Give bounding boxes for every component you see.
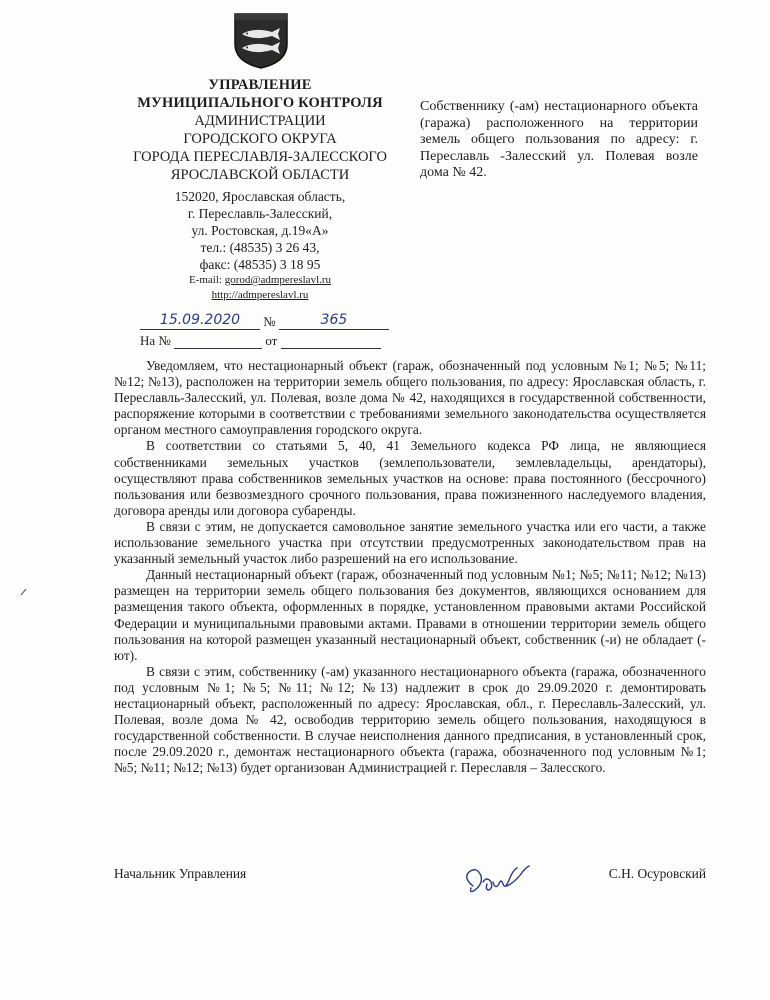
sender-line-2: МУНИЦИПАЛЬНОГО КОНТРОЛЯ	[137, 95, 383, 111]
registration-date: 15.09.2020	[140, 312, 260, 330]
registration-number: 365	[279, 312, 389, 330]
registration-number-label: №	[263, 314, 276, 329]
body-paragraph-4: Данный нестационарный объект (гараж, обозначенный под условным №1; №5; №11; №12; №13) размещен на территории земель общего пользования без документов, являющихся основанием для размещения такого объекта, оформленных в порядке, установленном правовыми актами Российской Федерации и муниципальными правовыми актами. Правами в отношении территории земель общего пользования на которой размещен указанный нестационарный объект, собственник (-и) не обладает (-ют).	[114, 567, 706, 663]
body-paragraph-1: Уведомляем, что нестационарный объект (гараж, обозначенный под условным №1; №5; №11; №12; №13), расположен на территории земель общего пользования, по адресу: Ярославская область, г. Переславль-Залесский, ул. Полевая, возле дома № 42, находящихся в государственной собственности, распоряжение которыми в соответствии с требованиями земельного законодательства осуществляется органом местного самоуправления городского округа.	[114, 358, 706, 438]
sender-line-1: УПРАВЛЕНИЕ	[208, 77, 312, 93]
reference-line	[140, 331, 381, 349]
sender-line-6: ЯРОСЛАВСКОЙ ОБЛАСТИ	[170, 167, 350, 183]
registration-line	[140, 312, 389, 330]
letter-body	[114, 358, 706, 776]
sender-line-3: АДМИНИСТРАЦИИ	[194, 113, 326, 129]
address-line-3: ул. Ростовская, д.19«А»	[191, 223, 329, 238]
email-link[interactable]: gorod@admpereslavl.ru	[224, 274, 332, 286]
recipient-block: Собственнику (-ам) нестационарного объекта (гаража) расположенного на территории земель общего пользования по адресу: г. Переславль -Залесский ул. Полевая возле дома № 42.	[420, 99, 698, 180]
email-label: E-mail:	[188, 274, 225, 286]
sender-address	[110, 188, 410, 303]
signer-title: Начальник Управления	[114, 866, 247, 881]
coat-of-arms-icon	[232, 10, 290, 70]
body-paragraph-5: В связи с этим, собственнику (-ам) указанного нестационарного объекта (гаража, обозначенного под условным №1; №5; №11; №12; №13) надлежит в срок до 29.09.2020 г. демонтировать нестационарный объект, расположенный по адресу: Ярославская, обл., г. Переславль-Залесский, ул. Полевая, возле дома № 42, освободив территорию земель общего пользования, находящуюся в государственной собственности. В случае неисполнения данного предписания, в установленный срок, после 29.09.2020 г., демонтаж нестационарного объекта (гаража, обозначенного под условным №1; №5; №11; №12; №13) будет организован Администрацией г. Переславля – Залесского.	[114, 663, 706, 776]
address-line-2: г. Переславль-Залесский,	[187, 206, 333, 221]
sender-line-4: ГОРОДСКОГО ОКРУГА	[183, 131, 337, 147]
body-paragraph-2: В соответствии со статьями 5, 40, 41 Земельного кодекса РФ лица, не являющиеся собственниками земельных участков (землепользователи, землевладельцы, арендаторы), осуществляют права собственников земельных участков на основе: права постоянного (бессрочного) пользования или безвозмездного срочного пользования, права пожизненного наследуемого владения, договора аренды или договора субаренды.	[114, 438, 706, 518]
address-fax: факс: (48535) 3 18 95	[199, 257, 321, 272]
reference-from-label: от	[265, 333, 278, 348]
handwritten-signature	[455, 860, 550, 905]
reference-number-blank	[174, 331, 262, 349]
signer-name: С.Н. Осуровский	[608, 866, 706, 881]
reference-number-label: На №	[140, 333, 171, 348]
sender-organization	[110, 76, 410, 184]
address-email-row	[110, 273, 410, 288]
address-line-1: 152020, Ярославская область,	[174, 189, 346, 204]
sender-line-5: ГОРОДА ПЕРЕСЛАВЛЯ-ЗАЛЕССКОГО	[133, 149, 387, 165]
reference-date-blank	[281, 331, 381, 349]
body-paragraph-3: В связи с этим, не допускается самовольное занятие земельного участка или его части, а также использование земельного участка при отсутствии предусмотренных законодательством прав на указанный земельный участок либо разрешений на его использование.	[114, 518, 706, 567]
margin-mark	[20, 588, 28, 596]
website-link[interactable]: http://admpereslavl.ru	[211, 289, 309, 301]
address-phone: тел.: (48535) 3 26 43,	[200, 240, 320, 255]
